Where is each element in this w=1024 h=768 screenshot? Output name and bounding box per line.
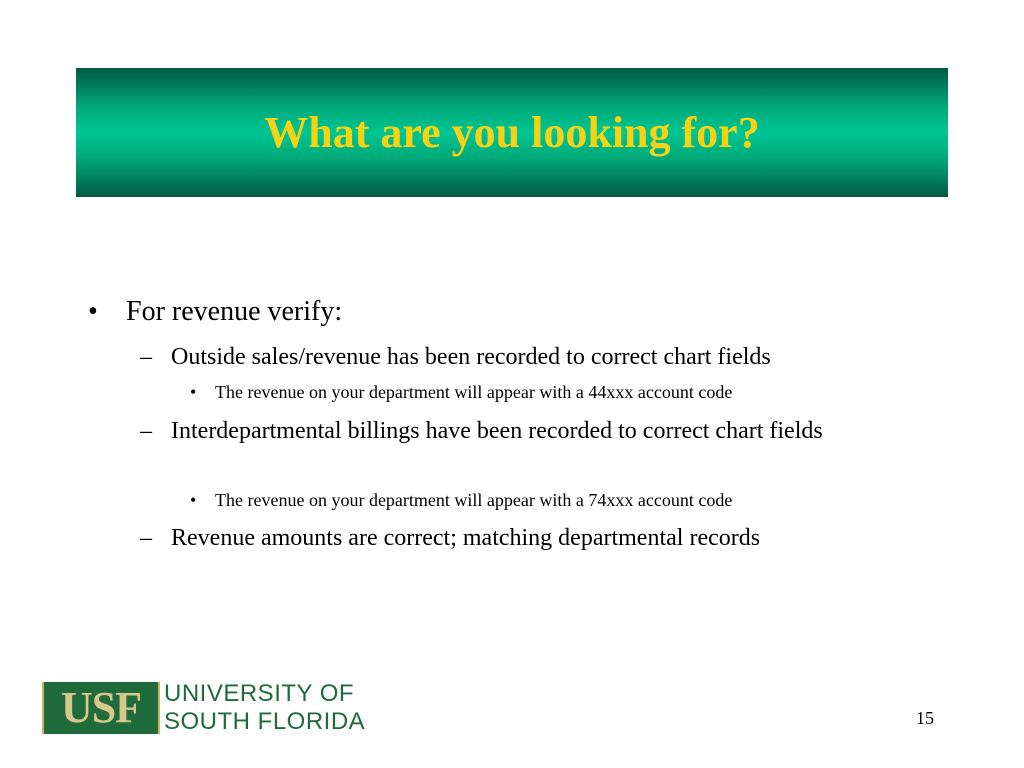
bullet-marker: • (88, 296, 98, 327)
dash-marker: – (140, 418, 152, 444)
usf-logo-abbrev: USF (60, 683, 142, 732)
bullet-detail-74xxx (190, 489, 732, 511)
usf-logo (42, 680, 372, 736)
dash-marker: – (140, 525, 152, 551)
bullet-sub-outside-sales-text: Outside sales/revenue has been recorded to correct chart fields (171, 344, 771, 370)
bullet-marker: • (190, 490, 197, 510)
bullet-detail-44xxx-text: The revenue on your department will appear with a 44xxx account code (215, 382, 733, 402)
bullet-sub-interdepartmental-text: Interdepartmental billings have been recorded to correct chart fields (171, 418, 823, 444)
usf-logo-line2: SOUTH FLORIDA (164, 708, 366, 735)
usf-logo-line1: UNIVERSITY OF (164, 680, 355, 707)
bullet-detail-74xxx-text: The revenue on your department will appear with a 74xxx account code (215, 490, 733, 510)
bullet-detail-44xxx (190, 381, 732, 403)
dash-marker: – (140, 344, 152, 370)
bullet-main-text: For revenue verify: (126, 296, 343, 327)
bullet-main (88, 296, 342, 328)
bullet-sub-revenue-amounts-text: Revenue amounts are correct; matching departmental records (171, 525, 761, 551)
page-number: 15 (916, 708, 934, 728)
bullet-marker: • (190, 382, 197, 402)
bullet-sub-outside-sales (140, 340, 771, 374)
slide-title: What are you looking for? (264, 107, 760, 157)
usf-logo-mark (42, 682, 160, 734)
bullet-sub-interdepartmental (140, 414, 891, 448)
bullet-sub-revenue-amounts (140, 521, 760, 555)
